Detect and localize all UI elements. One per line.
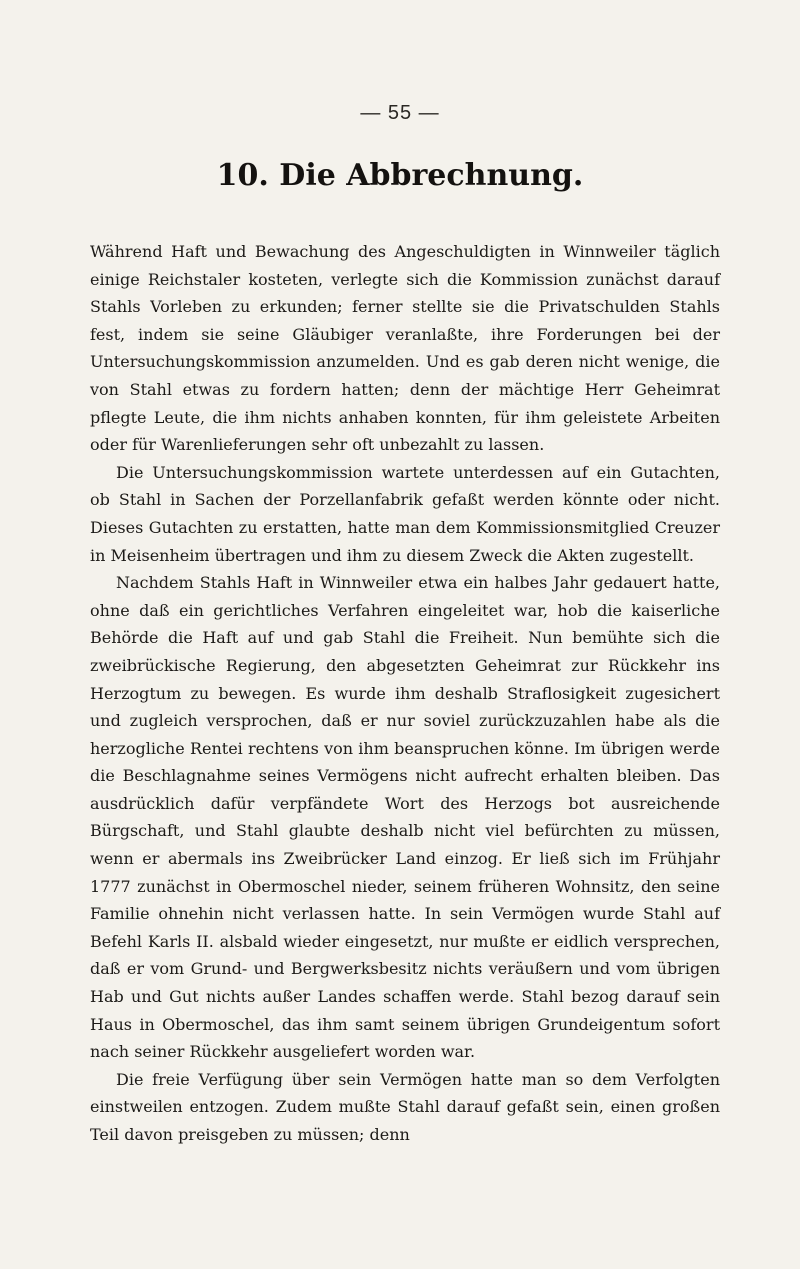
paragraph-3: Nachdem Stahls Haft in Winnweiler etwa ein halbes Jahr gedauert hatte, ohne daß ein gerichtliches Verfahren eingeleitet war, hob die kaiserliche Behörde die Haft auf und gab Stahl die Freiheit. Nun bemühte sich die zweibrückische Regierung, den abgesetzten Geheimrat zur Rückkehr ins Herzogtum zu bewegen. Es wurde ihm deshalb Straflosigkeit zugesichert und zugleich versprochen, daß er nur soviel zurückzuzahlen habe als die herzogliche Rentei rechtens von ihm beanspruchen könne. Im übrigen werde die Beschlagnahme seines Vermögens nicht aufrecht erhalten bleiben. Das ausdrücklich dafür verpfändete Wort des Herzogs bot ausreichende Bürgschaft, und Stahl glaubte deshalb nicht viel befürchten zu müssen, wenn er abermals ins Zweibrücker Land einzog. Er ließ sich im Frühjahr 1777 zunächst in Obermoschel nieder, seinem früheren Wohnsitz, den seine Familie ohnehin nicht verlassen hatte. In sein Vermögen wurde Stahl auf Befehl Karls II. alsbald wieder eingesetzt, nur mußte er eidlich versprechen, daß er vom Grund- und Bergwerksbesitz nichts veräußern und vom übrigen Hab und Gut nichts außer Landes schaffen werde. Stahl bezog darauf sein Haus in Obermoschel, das ihm samt seinem übrigen Grundeigentum sofort nach seiner Rückkehr ausgeliefert worden war.: [90, 573, 720, 1062]
paragraph-4: Die freie Verfügung über sein Vermögen hatte man so dem Verfolgten einstweilen entzogen. Zudem mußte Stahl darauf gefaßt sein, einen großen Teil davon preisgeben zu müssen; denn: [90, 1069, 720, 1144]
paragraph-1: Während Haft und Bewachung des Angeschuldigten in Winnweiler täglich einige Reichstaler kosteten, verlegte sich die Kommission zunächst darauf Stahls Vorleben zu erkunden; ferner stellte sie die Privatschulden Stahls fest, indem sie seine Gläubiger veranlaßte, ihre Forderungen bei der Untersuchungskommission anzumelden. Und es gab deren nicht wenige, die von Stahl etwas zu fordern hatten; denn der mächtige Herr Geheimrat pflegte Leute, die ihm nichts anhaben konnten, für ihm geleistete Arbeiten oder für Warenlieferungen sehr oft unbezahlt zu lassen.: [90, 242, 720, 455]
chapter-title: 10. Die Abbrechnung.: [216, 158, 584, 193]
body-text: [90, 238, 720, 1149]
page-number: — 55 —: [360, 102, 440, 124]
paragraph-2: Die Untersuchungskommission wartete unterdessen auf ein Gutachten, ob Stahl in Sachen der Porzellanfabrik gefaßt werden könnte oder nicht. Dieses Gutachten zu erstatten, hatte man dem Kommissionsmitglied Creuzer in Meisenheim übertragen und ihm zu diesem Zweck die Akten zugestellt.: [90, 462, 720, 565]
